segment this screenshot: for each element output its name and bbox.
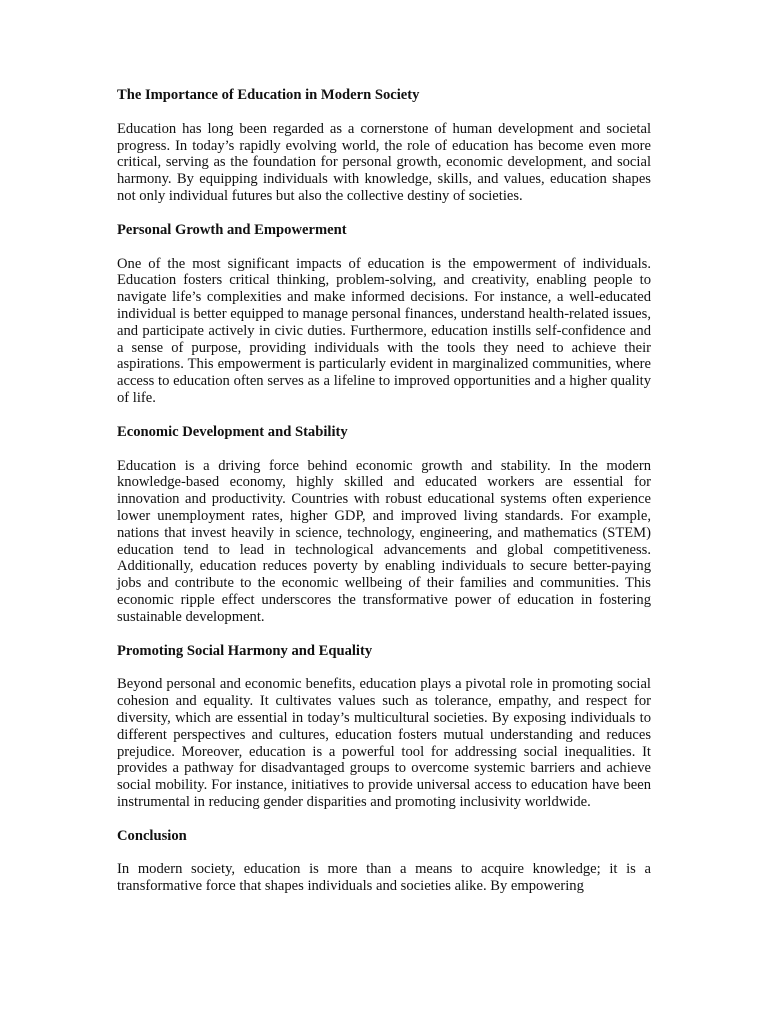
section-body-economic-development: Education is a driving force behind economic growth and stability. In the modern knowledge-based economy, highly skilled and educated workers are essential for innovation and productivity. Countries with robust educational systems often experience lower unemployment rates, higher GDP, and improved living standards. For example, nations that invest heavily in science, technology, engineering, and mathematics (STEM) education tend to lead in technological advancements and global competitiveness. Additionally, education reduces poverty by enabling individuals to secure better-paying jobs and contribute to the economic wellbeing of their families and communities. This economic ripple effect underscores the transformative power of education in fostering sustainable development. bbox=[117, 457, 651, 625]
document-title: The Importance of Education in Modern Society bbox=[117, 87, 420, 103]
document-page bbox=[117, 87, 651, 912]
section-heading-economic-development: Economic Development and Stability bbox=[117, 423, 348, 440]
section-heading-personal-growth: Personal Growth and Empowerment bbox=[117, 221, 347, 238]
section-body-conclusion: In modern society, education is more than a means to acquire knowledge; it is a transformative force that shapes individuals and societies alike. By empowering bbox=[117, 861, 651, 895]
section-heading-social-harmony: Promoting Social Harmony and Equality bbox=[117, 642, 373, 659]
section-heading-conclusion: Conclusion bbox=[117, 827, 187, 844]
section-body-social-harmony: Beyond personal and economic benefits, education plays a pivotal role in promoting social cohesion and equality. It cultivates values such as tolerance, empathy, and respect for diversity, which are essential in today’s multicultural societies. By exposing individuals to different perspectives and cultures, education fosters mutual understanding and reduces prejudice. Moreover, education is a powerful tool for addressing social inequalities. It provides a pathway for disadvantaged groups to overcome systemic barriers and achieve social mobility. For instance, initiatives to provide universal access to education have been instrumental in reducing gender disparities and promoting inclusivity worldwide. bbox=[117, 676, 651, 810]
section-body-personal-growth: One of the most significant impacts of education is the empowerment of individuals. Education fosters critical thinking, problem-solving, and creativity, enabling people to navigate life’s complexities and make informed decisions. For instance, a well-educated individual is better equipped to manage personal finances, understand health-related issues, and participate actively in civic duties. Furthermore, education instills self-confidence and a sense of purpose, providing individuals with the tools they need to achieve their aspirations. This empowerment is particularly evident in marginalized communities, where access to education often serves as a lifeline to improved opportunities and a higher quality of life. bbox=[117, 255, 651, 406]
intro-paragraph: Education has long been regarded as a cornerstone of human development and societal progress. In today’s rapidly evolving world, the role of education has become even more critical, serving as the foundation for personal growth, economic development, and social harmony. By equipping individuals with knowledge, skills, and values, education shapes not only individual futures but also the collective destiny of societies. bbox=[117, 120, 651, 204]
